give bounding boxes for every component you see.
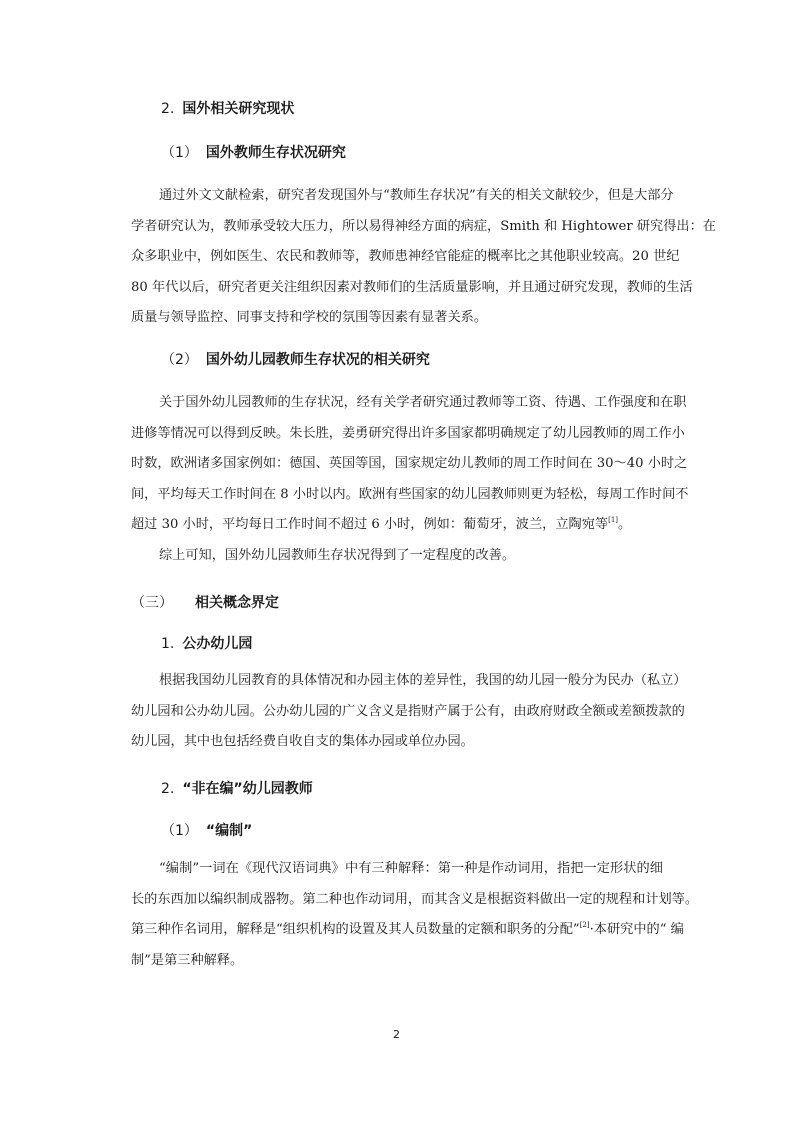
- subsection-number: （1）: [161, 823, 198, 839]
- paragraph-line: 根据我国幼儿园教育的具体情况和办园主体的差异性，我国的幼儿园一般分为民办（私立）: [159, 673, 687, 688]
- paragraph-line: 80 年代以后，研究者更关注组织因素对教师们的生活质量影响，并且通过研究发现，教师的生活: [131, 279, 693, 295]
- subsection-title: “非在编”幼儿园教师: [182, 781, 313, 797]
- subsection-number: 1.: [161, 636, 175, 652]
- subsection-heading-2-1: [161, 142, 346, 162]
- subsection-heading-3-1: [161, 633, 252, 653]
- paragraph-line: 幼儿园，其中也包括经费自收自支的集体办园或单位办园。: [131, 734, 474, 749]
- subsection-number: 2.: [161, 781, 175, 797]
- paragraph-text: 。: [618, 517, 632, 532]
- section-title: 国外相关研究现状: [182, 101, 295, 117]
- citation-ref: [2]: [579, 921, 590, 929]
- subsection-title: 国外教师生存状况研究: [205, 145, 346, 161]
- paragraph-line: 通过外文文献检索，研究者发现国外与“教师生存状况”有关的相关文献较少，但是大部分: [159, 188, 674, 203]
- paragraph-foreign-teacher-status: [131, 181, 716, 334]
- subsection-title: 公办幼儿园: [182, 636, 253, 652]
- paragraph-text: 超过 30 小时，平均每日工作时间不超过 6 小时，例如：葡萄牙，波兰，立陶宛等: [131, 517, 609, 532]
- paragraph-establishment-definition: [131, 854, 699, 976]
- paragraph-text: 第三种作名词用，解释是“组织机构的设置及其人员数量的定额和职务的分配”: [131, 922, 580, 937]
- paragraph-line: 众多职业中，例如医生、农民和教师等，教师患神经官能症的概率比之其他职业较高。20 世纪: [131, 249, 680, 264]
- subsection-heading-3-2-1: [161, 820, 252, 840]
- section-heading-2: [161, 98, 294, 118]
- paragraph-line: 幼儿园和公办幼儿园。公办幼儿园的广义含义是指财产属于公有，由政府财政全额或差额拨款的: [131, 703, 685, 719]
- subsection-heading-2-2: [161, 349, 430, 369]
- page-number: 2: [393, 1028, 400, 1041]
- paragraph-line: 时数，欧洲诸多国家例如：德国、英国等国，国家规定幼儿教师的周工作时间在 30～40 小时之: [131, 456, 688, 471]
- paragraph-line: 学者研究认为，教师承受较大压力，所以易得神经方面的病症，Smith 和 Hightower 研究得出：在: [131, 218, 716, 234]
- paragraph-line: “编制”一词在《现代汉语词典》中有三种解释：第一种是作动词用，指把一定形状的细: [159, 861, 663, 876]
- paragraph-line: 关于国外幼儿园教师的生存状况，经有关学者研究通过教师等工资、待遇、工作强度和在职: [159, 395, 687, 410]
- section-number: 2.: [161, 101, 175, 117]
- paragraph-line: 进修等情况可以得到反映。朱长胜，姜勇研究得出许多国家都明确规定了幼儿园教师的周工作小: [131, 425, 685, 441]
- paragraph-public-kindergarten: [131, 666, 687, 758]
- paragraph-line: 质量与领导监控、同事支持和学校的氛围等因素有显著关系。: [131, 310, 488, 325]
- section-number: （三）: [131, 595, 173, 611]
- subsection-title: 国外幼儿园教师生存状况的相关研究: [205, 352, 430, 368]
- subsection-title: “编制”: [205, 823, 253, 839]
- paragraph-line: 制”是第三种解释。: [131, 952, 244, 968]
- subsection-heading-3-2: [161, 778, 313, 798]
- paragraph-line: [131, 915, 684, 946]
- section-heading-3: [131, 592, 279, 612]
- paragraph-text: ·本研究中的“ 编: [589, 922, 684, 937]
- paragraph-line: 间，平均每天工作时间在 8 小时以内。欧洲有些国家的幼儿园教师则更为轻松，每周工作时间不: [131, 486, 689, 502]
- subsection-number: （2）: [161, 352, 198, 368]
- section-title: 相关概念界定: [195, 595, 279, 611]
- paragraph-line: 长的东西加以编织制成器物。第二种也作动词用，而其含义是根据资料做出一定的规程和计划等。: [131, 891, 699, 907]
- paragraph-foreign-kindergarten-teachers: [131, 388, 689, 571]
- subsection-number: （1）: [161, 145, 198, 161]
- paragraph-summary: 综上可知，国外幼儿园教师生存状况得到了一定程度的改善。: [159, 547, 516, 563]
- paragraph-line: [131, 510, 663, 541]
- citation-ref: [1]: [608, 516, 619, 524]
